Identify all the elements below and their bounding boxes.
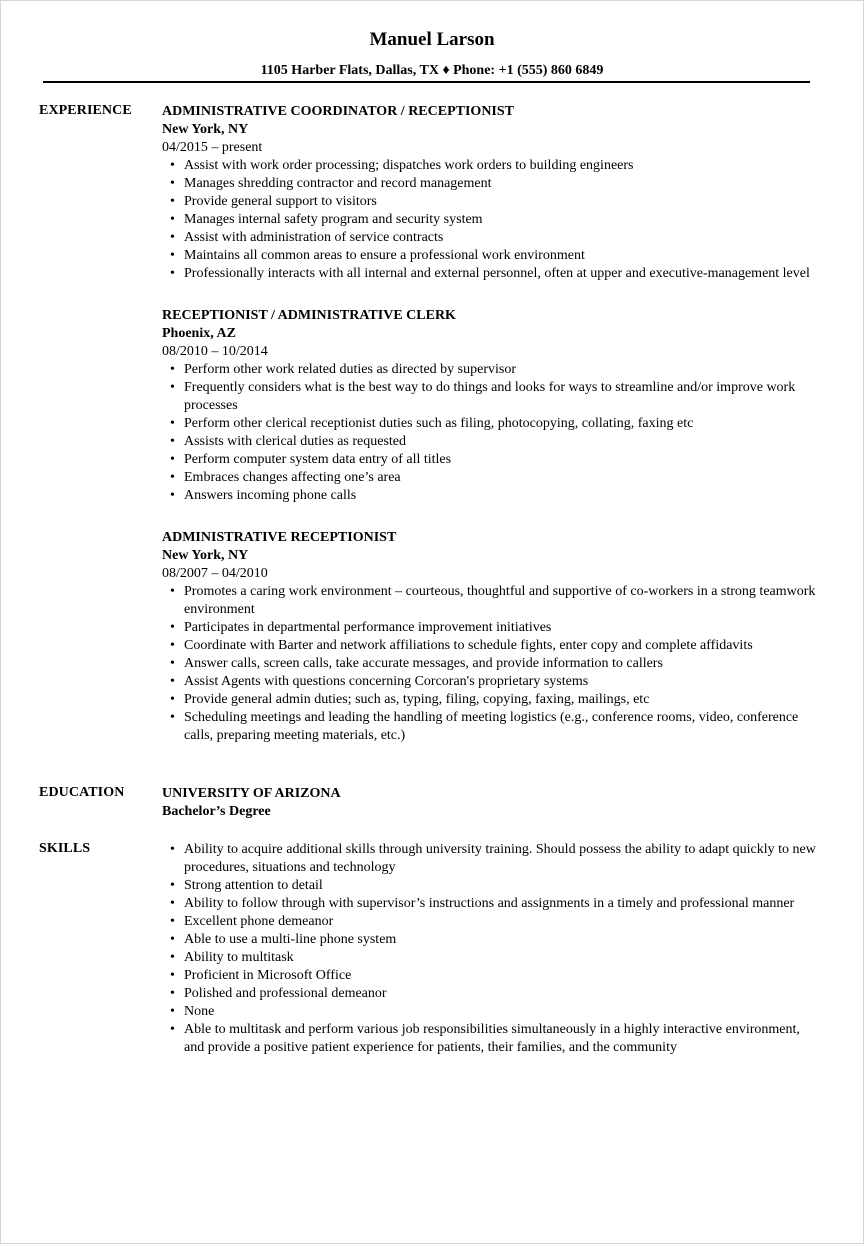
duty-item: • Provide general admin duties; such as, typing, filing, copying, faxing, mailings, etc (162, 691, 822, 709)
duty-item: • Assists with clerical duties as requested (162, 433, 822, 451)
skill-item: • Strong attention to detail (162, 877, 822, 895)
duty-item: • Promotes a caring work environment – courteous, thoughtful and supportive of co-workers in a strong teamwork environment (162, 583, 822, 619)
job-entry (162, 307, 822, 505)
skill-item: • Ability to follow through with supervisor’s instructions and assignments in a timely and professional manner (162, 895, 822, 913)
job-duties (162, 361, 822, 505)
job-dates: 04/2015 – present (162, 140, 263, 155)
duty-item: • Embraces changes affecting one’s area (162, 469, 822, 487)
skill-item: • None (162, 1003, 822, 1021)
job-dates: 08/2010 – 10/2014 (162, 344, 268, 359)
job-title: RECEPTIONIST / ADMINISTRATIVE CLERK (162, 308, 456, 323)
duty-item: • Assist with work order processing; dispatches work orders to building engineers (162, 157, 822, 175)
skill-item: • Proficient in Microsoft Office (162, 967, 822, 985)
job-entry (162, 529, 822, 745)
education-body (162, 785, 822, 821)
duty-item: • Answer calls, screen calls, take accurate messages, and provide information to callers (162, 655, 822, 673)
header-divider (43, 81, 810, 83)
job-entry (162, 103, 822, 283)
job-title: ADMINISTRATIVE COORDINATOR / RECEPTIONIST (162, 104, 515, 119)
duty-item: • Assist with administration of service contracts (162, 229, 822, 247)
skill-item: • Polished and professional demeanor (162, 985, 822, 1003)
duty-item: • Participates in departmental performance improvement initiatives (162, 619, 822, 637)
duty-item: • Assist Agents with questions concerning Corcoran's proprietary systems (162, 673, 822, 691)
skills-body (162, 841, 822, 1057)
duty-item: • Scheduling meetings and leading the handling of meeting logistics (e.g., conference rooms, video, conference calls, preparing meeting materials, etc.) (162, 709, 822, 745)
job-location: New York, NY (162, 548, 249, 563)
duty-item: • Perform other work related duties as directed by supervisor (162, 361, 822, 379)
duty-item: • Frequently considers what is the best way to do things and looks for ways to streamline and/or improve work processes (162, 379, 822, 415)
duty-item: • Manages shredding contractor and record management (162, 175, 822, 193)
job-location: New York, NY (162, 122, 249, 137)
section-label-skills: SKILLS (39, 841, 91, 856)
job-duties (162, 583, 822, 745)
skill-item: • Excellent phone demeanor (162, 913, 822, 931)
skill-item: • Able to use a multi-line phone system (162, 931, 822, 949)
contact-line: 1105 Harber Flats, Dallas, TX ♦ Phone: +1 (555) 860 6849 (260, 63, 604, 78)
job-title: ADMINISTRATIVE RECEPTIONIST (162, 530, 397, 545)
experience-body (162, 103, 822, 761)
job-duties (162, 157, 822, 283)
duty-item: • Manages internal safety program and security system (162, 211, 822, 229)
section-label-experience: EXPERIENCE (39, 103, 132, 118)
skill-item: • Ability to multitask (162, 949, 822, 967)
duty-item: • Maintains all common areas to ensure a professional work environment (162, 247, 822, 265)
duty-item: • Answers incoming phone calls (162, 487, 822, 505)
school-name: UNIVERSITY OF ARIZONA (162, 786, 341, 801)
skill-item: • Able to multitask and perform various job responsibilities simultaneously in a highly interactive environment, and provide a positive patient experience for patients, their families, and the community (162, 1021, 822, 1057)
duty-item: • Coordinate with Barter and network affiliations to schedule fights, enter copy and complete affidavits (162, 637, 822, 655)
duty-item: • Perform other clerical receptionist duties such as filing, photocopying, collating, faxing etc (162, 415, 822, 433)
job-location: Phoenix, AZ (162, 326, 236, 341)
degree: Bachelor’s Degree (162, 804, 271, 819)
job-dates: 08/2007 – 04/2010 (162, 566, 268, 581)
candidate-name: Manuel Larson (369, 29, 495, 50)
duty-item: • Professionally interacts with all internal and external personnel, often at upper and executive-management level (162, 265, 822, 283)
skill-item: • Ability to acquire additional skills through university training. Should possess the ability to adapt quickly to new procedures, situations and technology (162, 841, 822, 877)
duty-item: • Provide general support to visitors (162, 193, 822, 211)
section-label-education: EDUCATION (39, 785, 125, 800)
duty-item: • Perform computer system data entry of all titles (162, 451, 822, 469)
skills-list (162, 841, 822, 1057)
